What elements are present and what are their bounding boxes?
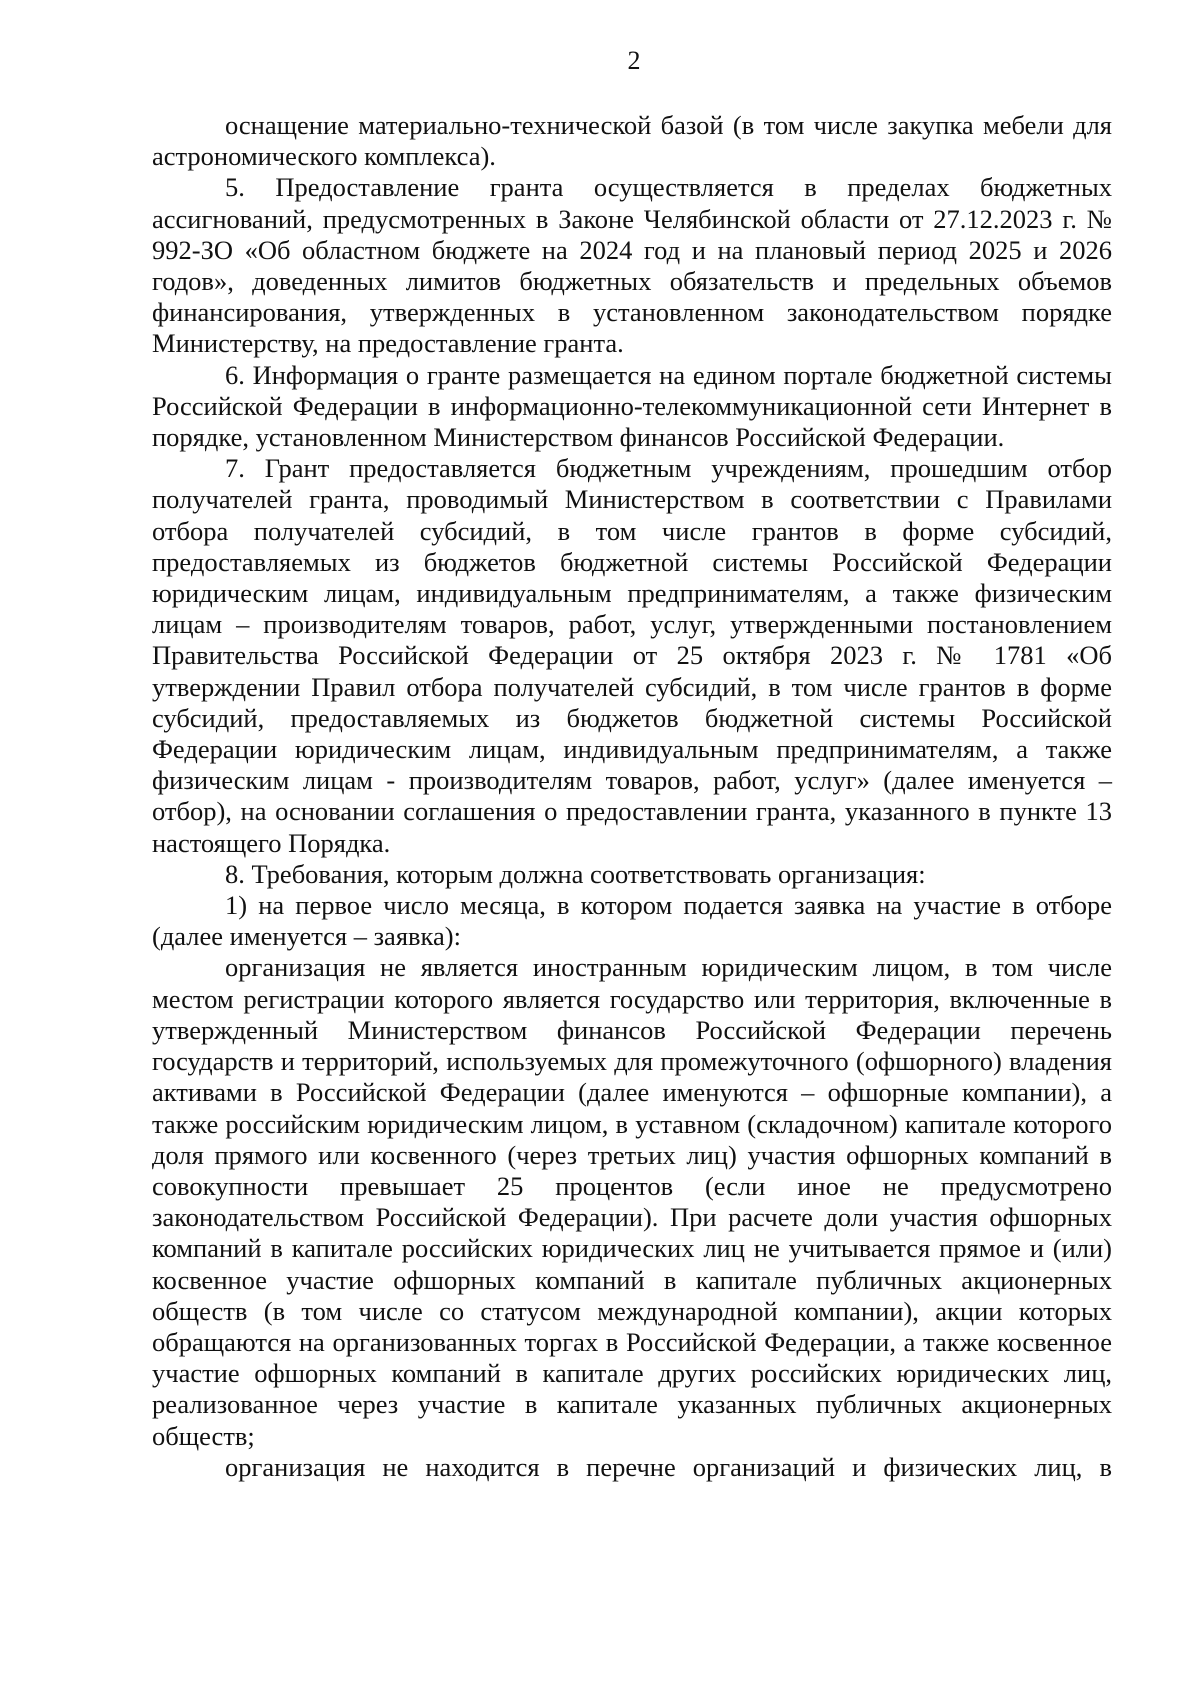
paragraph-7-grant: 7. Грант предоставляется бюджетным учреждениям, прошедшим отбор получателей гранта, проводимый Министерством в соответствии с Правилами отбора получателей субсидий, в том числе грантов в форме субсидий, предоставляемых из бюджетов бюджетной системы Российской Федерации юридическим лицам, индивидуальным предпринимателям, а также физическим лицам – производителям товаров, работ, услуг, утвержденными постановлением Правительства Российской Федерации от 25 октября 2023 г. № 1781 «Об утверждении Правил отбора получателей субсидий, в том числе грантов в форме субсидий, предоставляемых из бюджетов бюджетной системы Российской Федерации юридическим лицам, индивидуальным предпринимателям, а также физическим лицам - производителям товаров, работ, услуг» (далее именуется – отбор), на основании соглашения о предоставлении гранта, указанного в пункте 13 настоящего Порядка.	[152, 453, 1112, 858]
document-body	[152, 110, 1112, 1483]
paragraph-offshore: организация не является иностранным юридическим лицом, в том числе местом регистрации которого является государство или территория, включенные в утвержденный Министерством финансов Российской Федерации перечень государств и территорий, используемых для промежуточного (офшорного) владения активами в Российской Федерации (далее именуются – офшорные компании), а также российским юридическим лицом, в уставном (складочном) капитале которого доля прямого или косвенного (через третьих лиц) участия офшорных компаний в совокупности превышает 25 процентов (если иное не предусмотрено законодательством Российской Федерации). При расчете доли участия офшорных компаний в капитале российских юридических лиц не учитывается прямое и (или) косвенное участие офшорных компаний в капитале публичных акционерных обществ (в том числе со статусом международной компании), акции которых обращаются на организованных торгах в Российской Федерации, а также косвенное участие офшорных компаний в капитале других российских юридических лиц, реализованное через участие в капитале указанных публичных акционерных обществ;	[152, 952, 1112, 1451]
paragraph-equipment: оснащение материально-технической базой (в том числе закупка мебели для астрономического комплекса).	[152, 110, 1112, 172]
paragraph-8-requirements: 8. Требования, которым должна соответствовать организация:	[225, 858, 926, 889]
paragraph-8-1-date: 1) на первое число месяца, в котором подается заявка на участие в отборе (далее именуется – заявка):	[152, 890, 1112, 952]
paragraph-list-check: организация не находится в перечне организаций и физических лиц, в	[225, 1451, 1112, 1482]
paragraph-6-information: 6. Информация о гранте размещается на едином портале бюджетной системы Российской Федерации в информационно-телекоммуникационной сети Интернет в порядке, установленном Министерством финансов Российской Федерации.	[152, 359, 1112, 453]
page-number: 2	[627, 46, 641, 75]
paragraph-5-budget: 5. Предоставление гранта осуществляется в пределах бюджетных ассигнований, предусмотренных в Законе Челябинской области от 27.12.2023 г. № 992-ЗО «Об областном бюджете на 2024 год и на плановый период 2025 и 2026 годов», доведенных лимитов бюджетных обязательств и предельных объемов финансирования, утвержденных в установленном законодательством порядке Министерству, на предоставление гранта.	[152, 172, 1112, 359]
